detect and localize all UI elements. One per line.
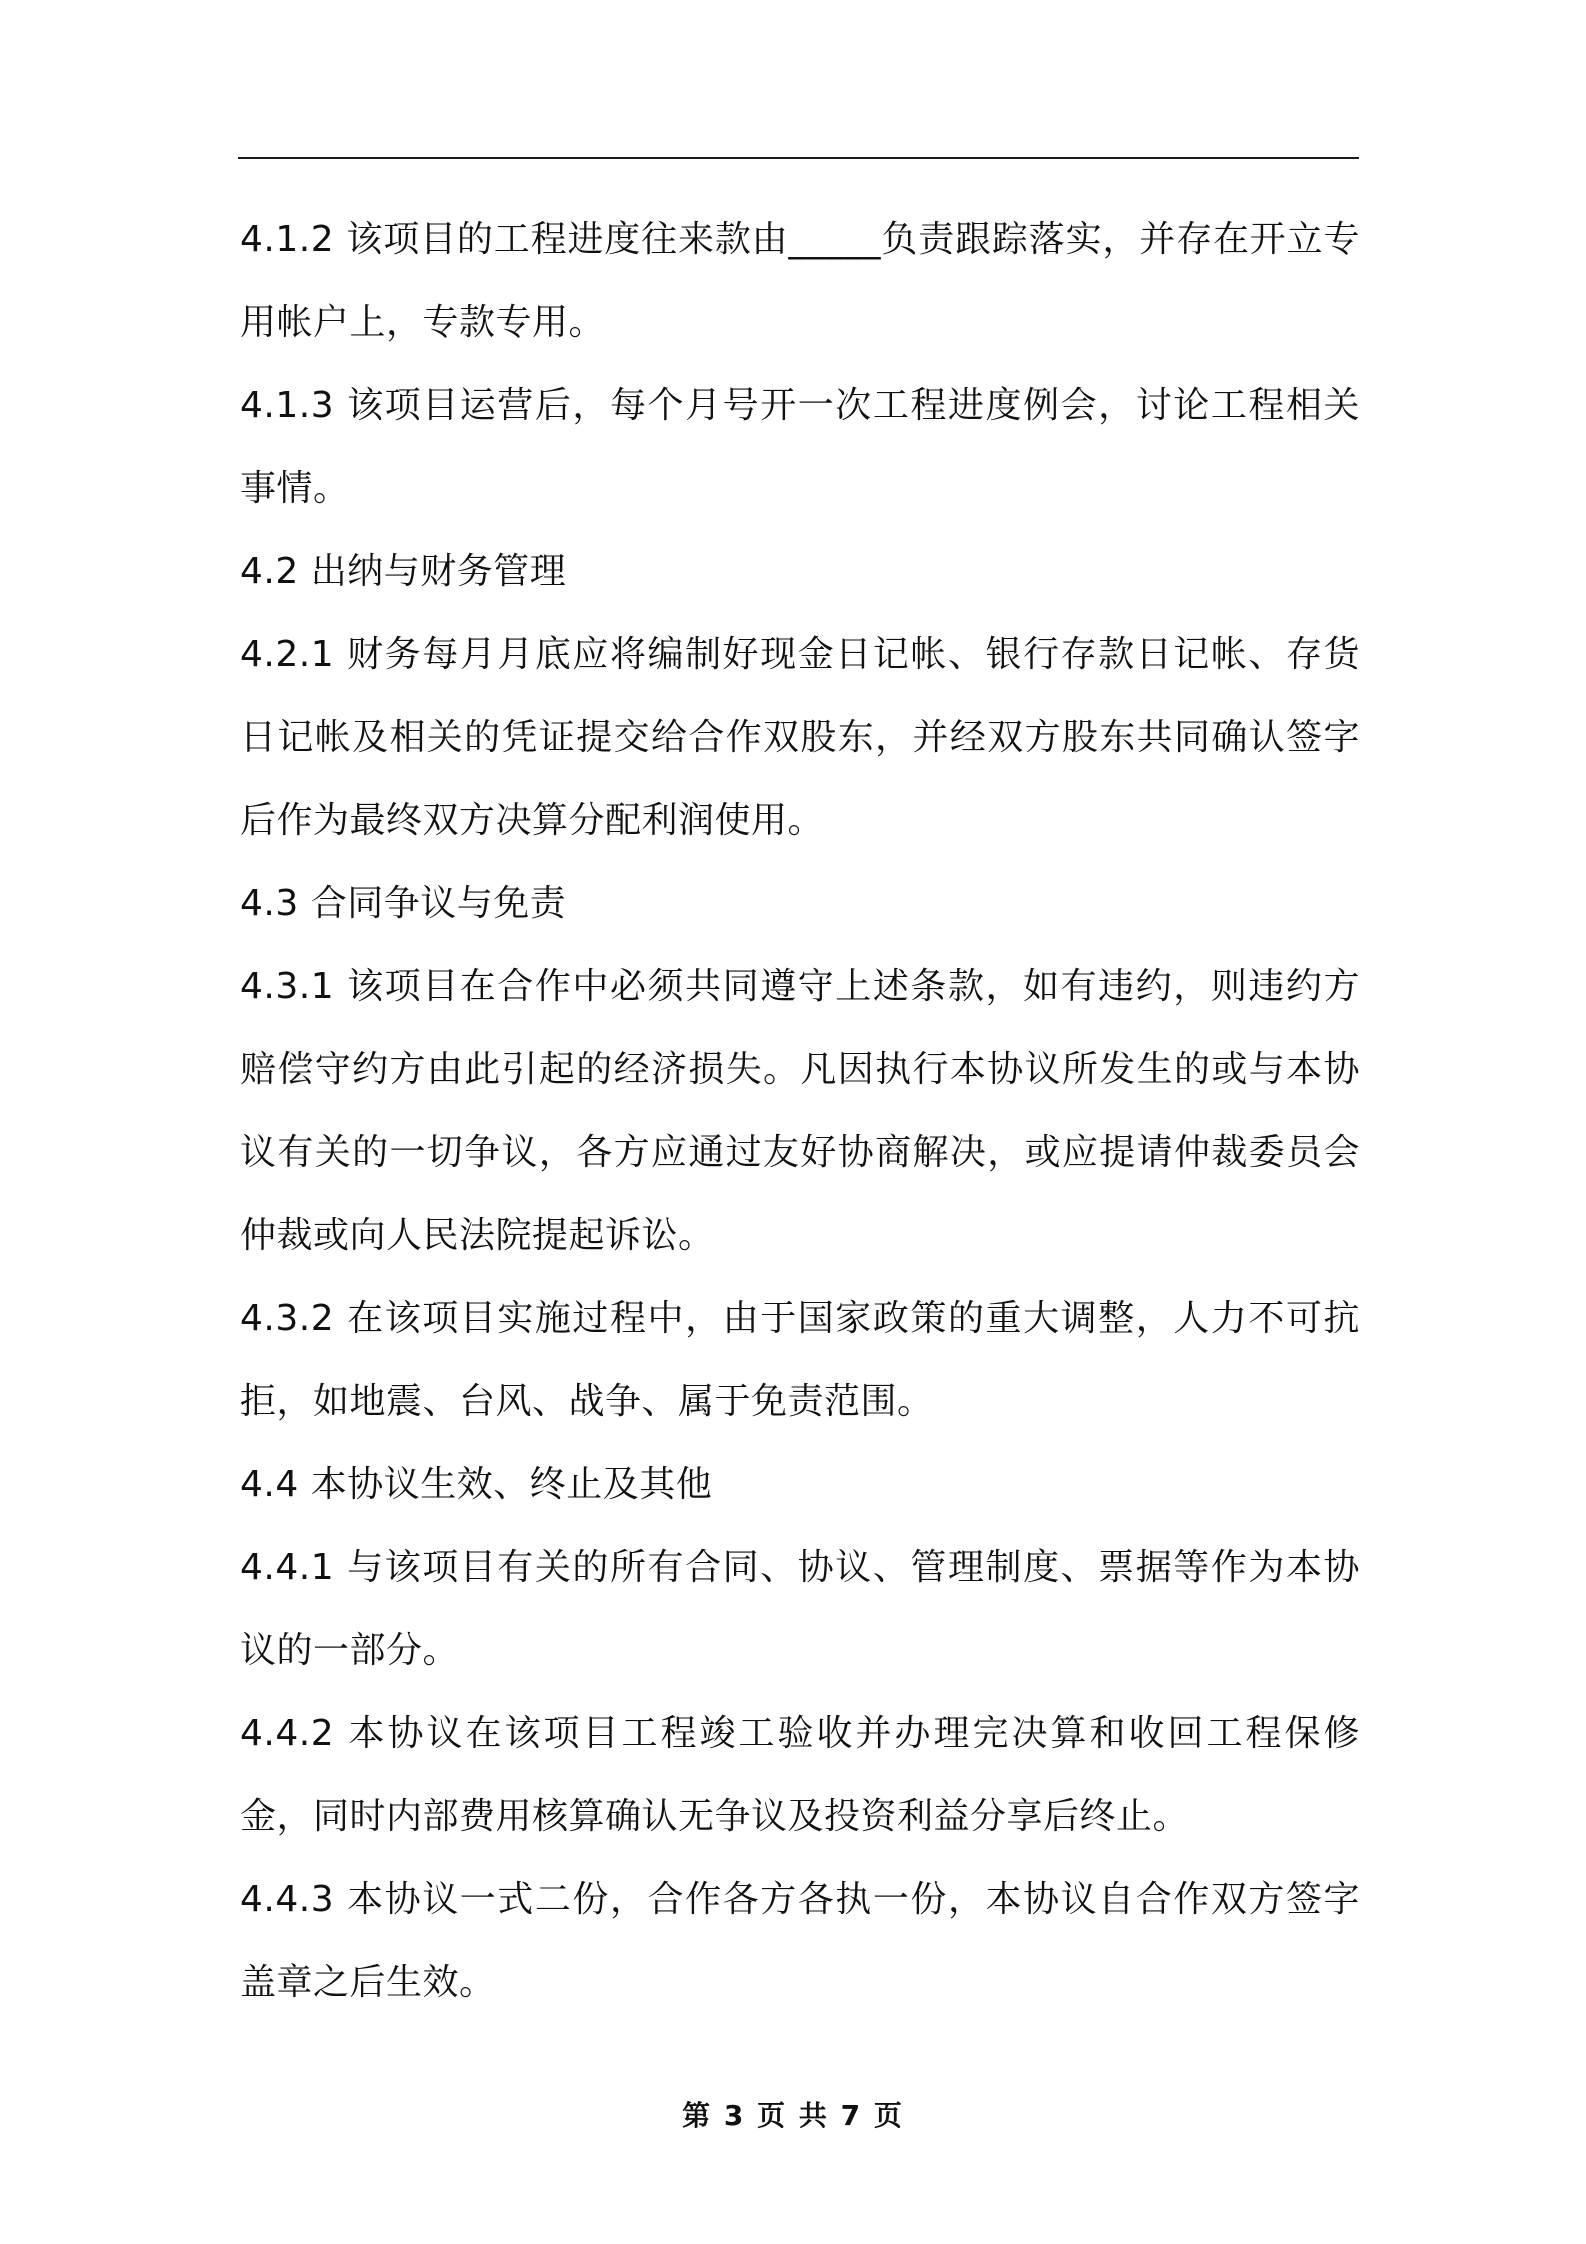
page-number: 第 3 页 共 7 页 xyxy=(682,2099,904,2132)
page-footer xyxy=(0,2094,1586,2134)
clause-4-3-1: 4.3.1 该项目在合作中必须共同遵守上述条款，如有违约，则违约方赔偿守约方由此引起的经济损失。凡因执行本协议所发生的或与本协议有关的一切争议，各方应通过友好协商解决，或应提请仲裁委员会仲裁或向人民法院提起诉讼。 xyxy=(240,966,1360,1256)
clause-4-4-1: 4.4.1 与该项目有关的所有合同、协议、管理制度、票据等作为本协议的一部分。 xyxy=(240,1547,1360,1671)
section-heading-4-3: 4.3 合同争议与免责 xyxy=(240,883,567,924)
clause-4-2-1: 4.2.1 财务每月月底应将编制好现金日记帐、银行存款日记帐、存货日记帐及相关的凭证提交给合作双股东，并经双方股东共同确认签字后作为最终双方决算分配利润使用。 xyxy=(240,634,1360,841)
clause-4-4-3: 4.4.3 本协议一式二份，合作各方各执一份，本协议自合作双方签字盖章之后生效。 xyxy=(240,1879,1360,2003)
header-divider xyxy=(238,157,1359,159)
section-heading-4-2: 4.2 出纳与财务管理 xyxy=(240,551,567,592)
section-heading-4-4: 4.4 本协议生效、终止及其他 xyxy=(240,1464,713,1505)
clause-4-4-2: 4.4.2 本协议在该项目工程竣工验收并办理完决算和收回工程保修金，同时内部费用核算确认无争议及投资利益分享后终止。 xyxy=(240,1713,1360,1837)
document-body xyxy=(240,198,1360,2024)
clause-4-1-3: 4.1.3 该项目运营后，每个月号开一次工程进度例会，讨论工程相关事情。 xyxy=(240,385,1360,509)
clause-4-1-2: 4.1.2 该项目的工程进度往来款由_____负责跟踪落实，并存在开立专用帐户上，专款专用。 xyxy=(240,219,1360,343)
clause-4-3-2: 4.3.2 在该项目实施过程中，由于国家政策的重大调整，人力不可抗拒，如地震、台风、战争、属于免责范围。 xyxy=(240,1298,1360,1422)
